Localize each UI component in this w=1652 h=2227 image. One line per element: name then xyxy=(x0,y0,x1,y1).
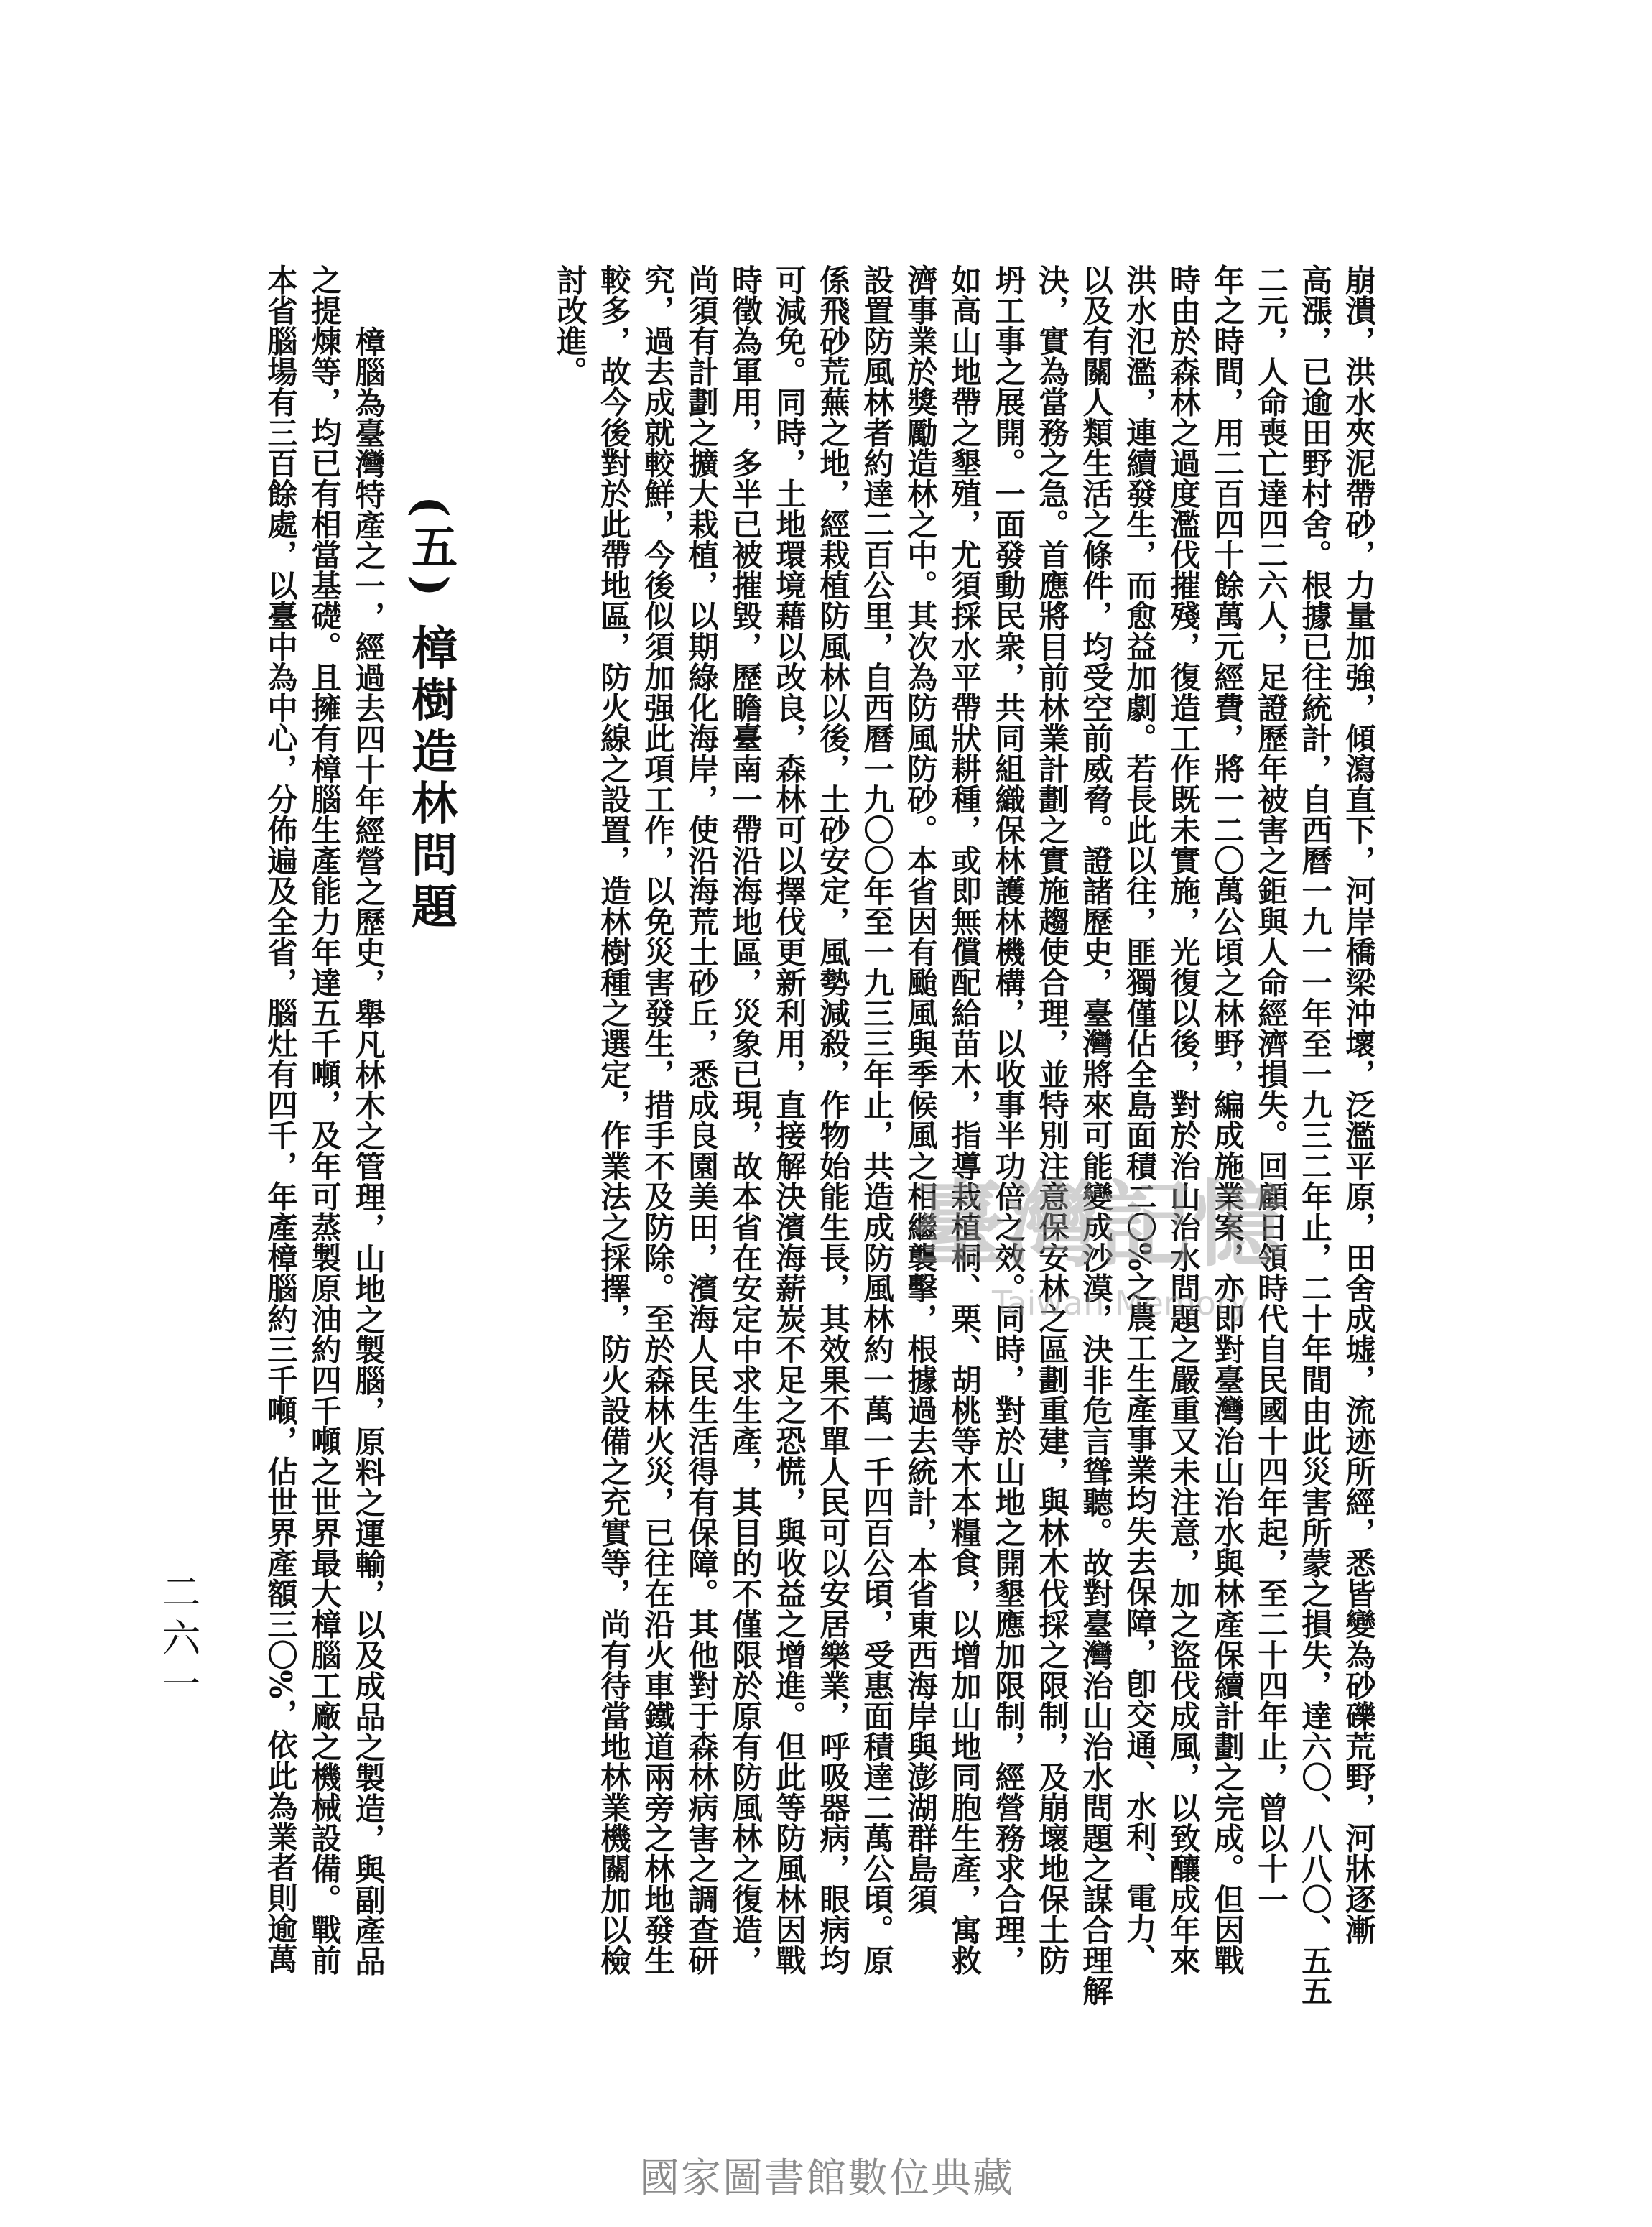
text-column: 係飛砂荒蕪之地，經栽植防風林以後，土砂安定，風勢減殺，作物始能生長，其效果不單人民可以安居樂業，呼吸器病，眼病均 xyxy=(815,264,850,1976)
text-column: 時徵為軍用，多半已被摧毀，歷瞻臺南一帶沿海地區，災象已現，故本省在安定中求生產，其目的不僅限於原有防風林之復造， xyxy=(727,264,763,1976)
library-footer: 國家圖書館數位典藏 xyxy=(639,2155,1014,2202)
text-column: 設置防風林者約達二百公里，自西曆一九〇〇年至一九三三年止，共造成防風林約一萬一千四百公頃，受惠面積達二萬公頃。原 xyxy=(858,264,894,1976)
text-column: 坍工事之展開。一面發動民衆，共同組織保林護林機構，以收事半功倍之效。同時，對於山地之開墾應加限制，經營務求合理， xyxy=(990,264,1026,1976)
text-column: 之提煉等，均已有相當基礎。且擁有樟腦生產能力年達五千噸，及年可蒸製原油約四千噸之世界最大樟腦工廠之機械設備。戰前 xyxy=(306,264,342,1976)
text-column: 二元，人命喪亡達四二六人，足證歷年被害之鉅與人命經濟損失。回顧日領時代自民國十四年起，至二十四年止，曾以十一 xyxy=(1253,264,1289,1915)
text-column: 濟事業於獎勵造林之中。其次為防風防砂。本省因有颱風與季候風之相繼襲擊，根據過去統計，本省東西海岸與澎湖群島須 xyxy=(902,264,938,1915)
section-heading: (五) 樟樹造林問題 xyxy=(404,496,458,935)
text-column: 尚須有計劃之擴大栽植，以期綠化海岸，使沿海荒土砂丘，悉成良園美田，濱海人民生活得有保障。其他對于森林病害之調查研 xyxy=(683,264,719,1976)
text-column: 高漲，已逾田野村舍。根據已往統計，自西曆一九一一年至一九三二年止，二十年間由此災害所蒙之損失，達六〇、八八〇、五五 xyxy=(1296,264,1332,2006)
text-column: 崩潰，洪水夾泥帶砂，力量加強，傾瀉直下，河岸橋梁沖壞，泛濫平原，田舍成墟，流迹所經，悉皆變為砂礫荒野，河牀逐漸 xyxy=(1340,264,1376,1945)
text-column: 洪水氾濫，連續發生，而愈益加劇。若長此以往，匪獨僅佔全島面積二〇%之農工生產事業均失去保障，卽交通、水利、電力、 xyxy=(1121,264,1157,1974)
text-column: 如高山地帶之墾殖，尤須採水平帶狀耕種，或即無償配給苗木，指導栽植桐、栗、胡桃等木本糧食，以增加山地同胞生產，寓救 xyxy=(946,264,982,1976)
text-column: 本省腦場有三百餘處，以臺中為中心，分佈遍及全省，腦灶有四千，年產樟腦約三千噸，佔世界產額三〇%，依此為業者則逾萬 xyxy=(262,264,298,1974)
taiwan-memory-watermark xyxy=(883,1135,1314,1365)
text-column: 以及有關人類生活之條件，均受空前威脅。證諸歷史，臺灣將來可能變成沙漠，決非危言聳聽。故對臺灣治山治水問題之謀合理解 xyxy=(1077,264,1113,2006)
text-column: 樟腦為臺灣特產之一，經過去四十年經營之歷史，舉凡林木之管理，山地之製腦，原料之運輸，以及成品之製造，與副產品 xyxy=(350,326,386,1976)
text-column: 較多，故今後對於此帶地區，防火線之設置，造林樹種之選定，作業法之採擇，防火設備之充實等，尚有待當地林業機關加以檢 xyxy=(595,264,631,1976)
watermark-en: Taiwan Memory xyxy=(991,1284,1250,1323)
page-number: 二六一 xyxy=(156,1572,201,1710)
text-column: 究，過去成就較鮮，今後似須加强此項工作，以免災害發生，措手不及防除。至於森林火災，已往在沿火車鐵道兩旁之林地發生 xyxy=(639,264,675,1976)
text-column: 討改進。 xyxy=(552,264,588,387)
watermark-cn: 臺灣記憶 xyxy=(911,1170,1286,1279)
text-column: 年之時間，用二百四十餘萬元經費，將一二〇萬公頃之林野，編成施業案，亦即對臺灣治山治水與林產保續計劃之完成。但因戰 xyxy=(1209,264,1245,1976)
text-column: 可減免。同時，土地環境藉以改良，森林可以擇伐更新利用，直接解決濱海薪炭不足之恐慌，與收益之增進。但此等防風林因戰 xyxy=(771,264,807,1976)
text-column: 決，實為當務之急。首應將目前林業計劃之實施趨使合理，並特別注意保安林之區劃重建，與林木伐採之限制，及崩壞地保土防 xyxy=(1034,264,1069,1976)
text-column: 時由於森林之過度濫伐摧殘，復造工作既未實施，光復以後，對於治山治水問題之嚴重又未注意，加之盜伐成風，以致釀成年來 xyxy=(1165,264,1201,1976)
